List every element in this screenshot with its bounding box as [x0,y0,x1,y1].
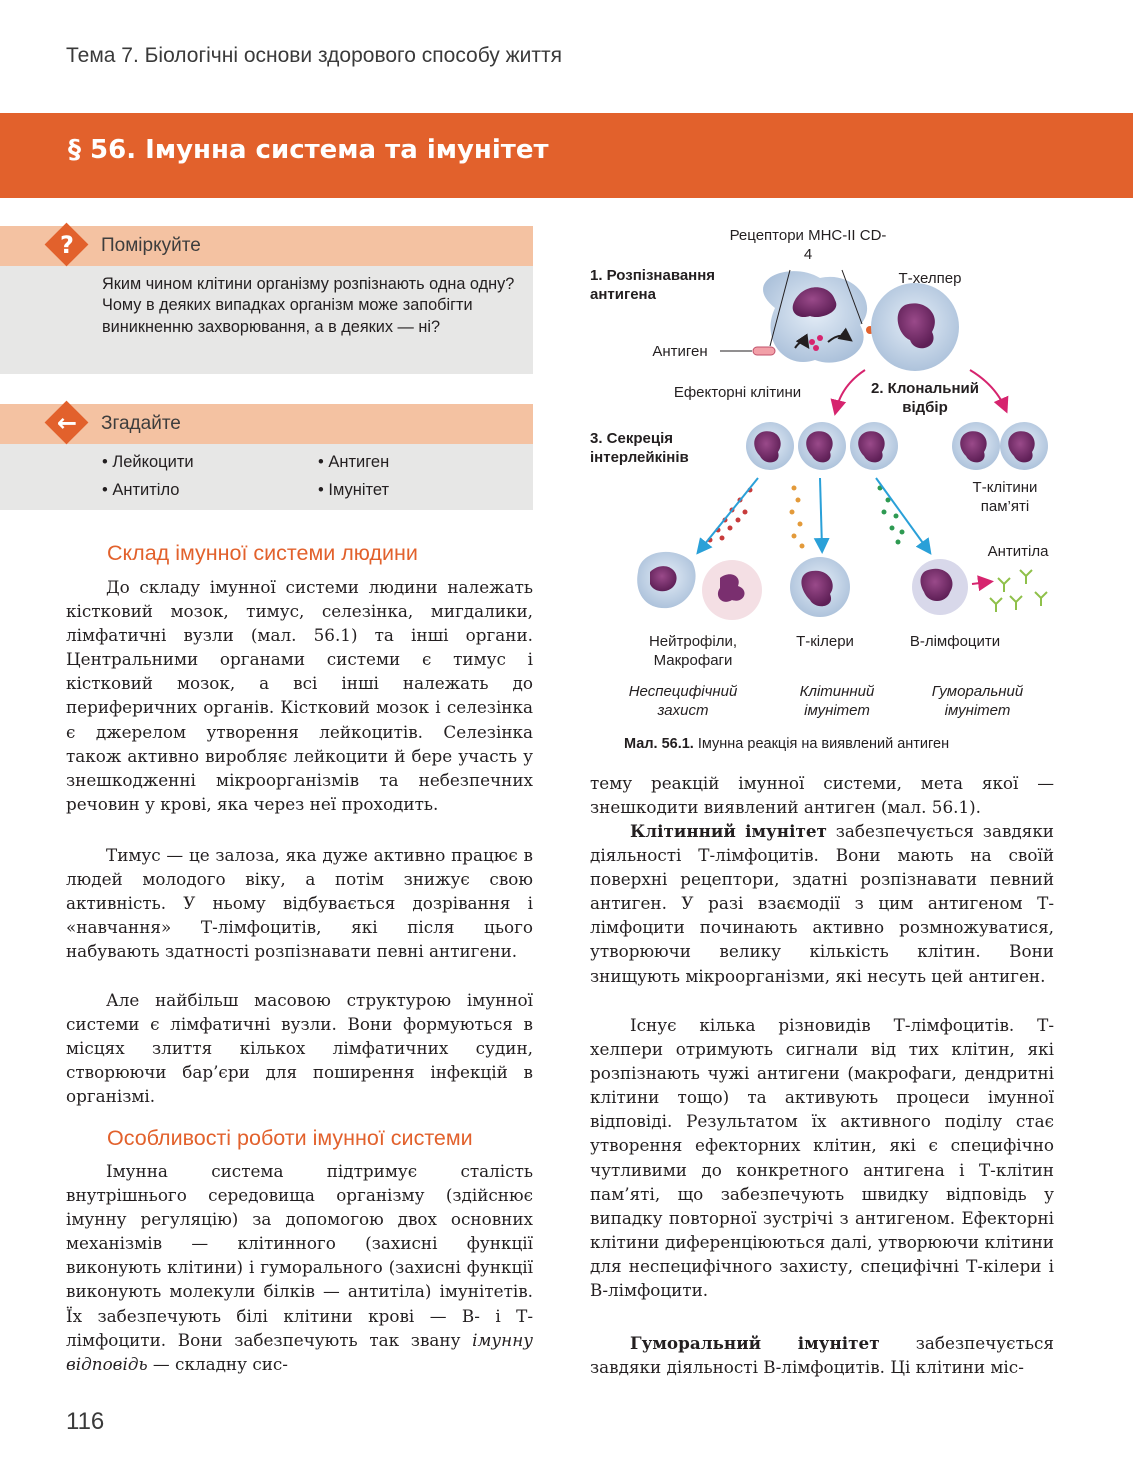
paragraph: Але найбільш масовою структурою імунної системи є лімфатичні вузли. Вони формуються в місцях злиття кількох лімфатичних судин, створюючи бар’єри для поширення інфекцій в організмі. [66,990,533,1107]
paragraph: Клітинний імунітет забезпечується завдяки діяльності Т-лімфоцитів. Вони мають на своїй поверхні рецептори, здатні розпізнавати певний антиген. У разі взаємодії з цим антигеном Т-лімфоцити починають активно розмножуватися, утворюючи велику кількість клітин. Вони знищують мікроорганізми, які несуть цей антиген. [590,821,1054,986]
interleukin-dots-red [708,488,753,543]
recall-box-body [0,444,533,510]
antigen-shape [753,347,775,355]
paragraph: Тимус — це залоза, яка дуже активно працює в людей молодого віку, а потім знижує свою активність. У ньому відбувається дозрівання і «навчання» Т-лімфоцитів, які після цього набувають здатності розпізнавати певні антигени. [66,845,533,962]
section-title-bar [0,113,1133,198]
label-cellular: Клітинний імунітет [799,683,875,719]
effector-cell [850,422,898,470]
label-step3: 3. Секреція інтерлейкінів [590,430,689,466]
label-b-lymphocytes: В-лімфоцити [909,633,1001,650]
label-step2: 2. Клональний відбір [871,380,979,416]
recall-item: • Лейкоцити [102,453,194,471]
label-antibodies: Антитіла [987,543,1049,560]
interleukin-dots-green [878,486,905,545]
paragraph: Існує кілька різновидів Т-лімфоцитів. Т-хелпери отримують сигнали від тих клітин, які розпізнають чужі антигени (макрофаги, дендритні клітини тощо) та активують процеси імунної відповіді. Результатом їх активного поділу стає утворення ефекторних клітин, які є специфічно чутливими до конкретного антигена і Т-клітин пам’яті, що забезпечують швидку відповідь у випадку повторної зустрічі з антигеном. Ефекторні клітини диференціюються далі, утворюючи клітини для неспецифічного захисту, специфічні Т-кілери і В-лімфоцити. [590,1015,1054,1301]
recall-item: • Антитіло [102,481,180,499]
interleukin-dots-orange [790,486,805,549]
label-receptors: Рецептори МНС-II CD-4 [729,227,887,263]
paragraph: До складу імунної системи людини належать кістковий мозок, тимус, селезінка, мигдалики, лімфатичні вузли (мал. 56.1) та інші органи. Центральними органами системи є тимус і кістковий мозок, а всі інші належать до периферичних органів. Кістковий мозок і селезінка є джерелом утворення лейкоцитів. Селезінка також активно виробляє лейкоцити й бере участь у знешкодженні мікроорганізмів та небезпечних речовин у крові, яка через неї проходить. [66,577,533,814]
think-box-title: Поміркуйте [101,235,201,256]
macrophage-cell [637,552,695,608]
running-header: Тема 7. Біологічні основи здорового способу життя [66,44,563,67]
paragraph: Імунна система підтримує сталість внутрішнього середовища організму (здійснює імунну регуляцію) за допомогою двох основних механізмів — клітинного (захисні функції виконують клітини) і гуморального (захисні функції виконують молекули білків — антитіла) імунітетів. Їх забезпечують білі клітини крові — В- і Т-лімфоцити. Вони забезпечують так звану імунну відповідь — складну сис- [66,1161,533,1374]
label-antigen: Антиген [652,343,708,360]
page-number: 116 [66,1408,105,1435]
term-humoral-immunity: Гуморальний імунітет [630,1333,880,1353]
label-step1: 1. Розпізнавання антигена [590,267,716,303]
term-cellular-immunity: Клітинний імунітет [630,821,827,841]
label-t-helper: Т-хелпер [898,270,962,287]
label-neutrophils: Нейтрофіли, Макрофаги [648,633,738,669]
memory-cell [1000,422,1048,470]
subhead-immune-function: Особливості роботи імунної системи [107,1126,473,1150]
paragraph: тему реакцій імунної системи, мета якої — знешкодити виявлений антиген (мал. 56.1). [590,773,1054,818]
antigen-presenting-cell [763,271,867,362]
antibodies-shapes [990,570,1047,612]
label-memory-cells: Т-клітини пам’яті [972,479,1038,515]
think-box-text: Яким чином клітини організму розпізнають одна одну? Чому в деяких випадках організм може запобігти виникненню захворювання, а в деяких — ні? [102,275,515,336]
subhead-immune-composition: Склад імунної системи людини [107,541,418,565]
label-nonspecific: Неспецифічний захист [628,683,738,719]
b-lymphocyte-cell [912,559,968,615]
effector-cell [746,422,794,470]
recall-item: • Імунітет [318,481,390,499]
label-humoral: Гуморальний імунітет [931,683,1024,719]
paragraph: Гуморальний імунітет забезпечується завдяки діяльності В-лімфоцитів. Ці клітини міс- [590,1333,1054,1378]
recall-box-title: Згадайте [101,413,181,434]
label-t-killers: Т-кілери [796,633,854,650]
neutrophil-cell [702,560,762,620]
t-helper-cell [871,283,959,371]
figure-caption: Мал. 56.1. Імунна реакція на виявлений антиген [624,736,950,752]
section-title: § 56. Імунна система та імунітет [68,135,549,165]
label-effector-cells: Ефекторні клітини [673,384,802,401]
t-killer-cell [790,557,850,617]
effector-cell [798,422,846,470]
memory-cell [952,422,1000,470]
recall-item: • Антиген [318,453,390,471]
